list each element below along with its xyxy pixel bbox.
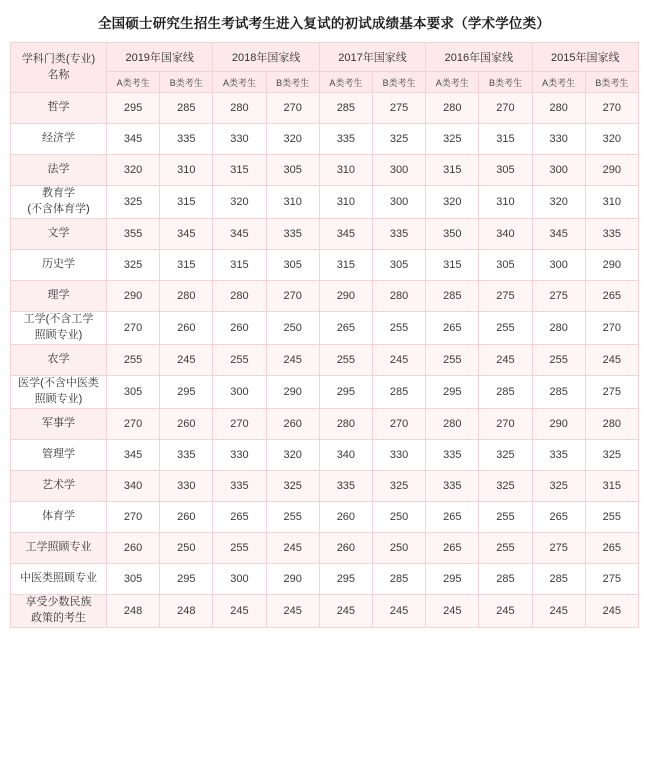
score-cell: 285 — [160, 93, 213, 124]
row-subject-name — [11, 470, 107, 501]
score-cell: 270 — [213, 408, 266, 439]
score-cell: 265 — [426, 311, 479, 344]
score-cell: 255 — [585, 501, 638, 532]
score-cell: 260 — [160, 311, 213, 344]
score-cell: 320 — [266, 124, 319, 155]
score-cell: 305 — [107, 563, 160, 594]
score-cell: 245 — [426, 594, 479, 627]
score-cell: 345 — [107, 439, 160, 470]
row-subject-name — [11, 218, 107, 249]
score-cell: 260 — [107, 532, 160, 563]
table-header — [11, 43, 639, 93]
row-subject-name-line: 艺术学 — [42, 478, 75, 491]
row-subject-name-line: 哲学 — [47, 101, 70, 114]
score-cell: 245 — [479, 344, 532, 375]
row-subject-name-line: 工学照顾专业 — [25, 540, 92, 553]
score-cell: 290 — [266, 563, 319, 594]
score-cell: 265 — [426, 532, 479, 563]
row-subject-name — [11, 186, 107, 219]
row-subject-name-line: 体育学 — [42, 509, 75, 522]
score-cell: 260 — [319, 501, 372, 532]
row-subject-name — [11, 408, 107, 439]
score-cell: 260 — [160, 501, 213, 532]
row-subject-name — [11, 124, 107, 155]
score-cell: 295 — [426, 375, 479, 408]
header-category-b-2019: B类考生 — [160, 72, 213, 93]
score-cell: 320 — [585, 124, 638, 155]
table-row — [11, 501, 639, 532]
score-cell: 335 — [585, 218, 638, 249]
row-subject-name — [11, 439, 107, 470]
score-cell: 300 — [532, 249, 585, 280]
score-cell: 310 — [585, 186, 638, 219]
row-subject-name — [11, 344, 107, 375]
score-cell: 325 — [479, 470, 532, 501]
score-cell: 255 — [107, 344, 160, 375]
score-cell: 260 — [266, 408, 319, 439]
header-year-2015: 2015年国家线 — [532, 43, 638, 72]
table-row — [11, 532, 639, 563]
score-cell: 315 — [426, 155, 479, 186]
score-cell: 270 — [266, 280, 319, 311]
row-subject-name-line: 工学(不含工学 — [23, 312, 94, 325]
score-cell: 275 — [479, 280, 532, 311]
score-cell: 300 — [213, 375, 266, 408]
header-year-2016: 2016年国家线 — [426, 43, 532, 72]
score-cell: 280 — [532, 93, 585, 124]
score-cell: 340 — [107, 470, 160, 501]
score-cell: 245 — [160, 344, 213, 375]
score-cell: 255 — [372, 311, 425, 344]
page-title: 全国硕士研究生招生考试考生进入复试的初试成绩基本要求（学术学位类） — [97, 16, 551, 31]
score-cell: 260 — [160, 408, 213, 439]
national-score-line-table — [10, 42, 639, 628]
row-subject-name-line: 管理学 — [42, 447, 75, 460]
header-category-b-2015: B类考生 — [585, 72, 638, 93]
score-cell: 245 — [266, 594, 319, 627]
row-subject-name — [11, 563, 107, 594]
score-cell: 325 — [372, 470, 425, 501]
score-cell: 280 — [160, 280, 213, 311]
score-cell: 285 — [532, 563, 585, 594]
score-cell: 270 — [585, 93, 638, 124]
row-subject-name — [11, 249, 107, 280]
score-cell: 335 — [160, 124, 213, 155]
score-cell: 300 — [213, 563, 266, 594]
score-cell: 330 — [160, 470, 213, 501]
score-cell: 320 — [426, 186, 479, 219]
score-cell: 270 — [479, 93, 532, 124]
score-cell: 280 — [213, 93, 266, 124]
score-cell: 285 — [319, 93, 372, 124]
score-cell: 275 — [585, 375, 638, 408]
row-subject-name — [11, 501, 107, 532]
row-subject-name — [11, 155, 107, 186]
score-cell: 310 — [266, 186, 319, 219]
score-cell: 345 — [532, 218, 585, 249]
table-row — [11, 218, 639, 249]
score-cell: 270 — [266, 93, 319, 124]
score-cell: 315 — [213, 249, 266, 280]
header-category-a-2019: A类考生 — [107, 72, 160, 93]
score-cell: 345 — [107, 124, 160, 155]
score-cell: 335 — [319, 470, 372, 501]
row-subject-name-line: 照顾专业) — [34, 328, 83, 341]
score-cell: 325 — [426, 124, 479, 155]
header-category-a-2017: A类考生 — [319, 72, 372, 93]
row-subject-name-line: 法学 — [47, 163, 70, 176]
score-cell: 280 — [426, 93, 479, 124]
score-cell: 245 — [266, 532, 319, 563]
header-category-b-2016: B类考生 — [479, 72, 532, 93]
score-cell: 300 — [532, 155, 585, 186]
score-cell: 345 — [160, 218, 213, 249]
table-row — [11, 344, 639, 375]
score-cell: 255 — [213, 532, 266, 563]
score-cell: 255 — [479, 311, 532, 344]
score-cell: 315 — [319, 249, 372, 280]
table-row — [11, 186, 639, 219]
score-cell: 270 — [585, 311, 638, 344]
header-category-a-2015: A类考生 — [532, 72, 585, 93]
header-category-b-2017: B类考生 — [372, 72, 425, 93]
score-cell: 270 — [479, 408, 532, 439]
score-cell: 285 — [426, 280, 479, 311]
score-cell: 305 — [479, 155, 532, 186]
score-cell: 305 — [266, 155, 319, 186]
score-cell: 305 — [372, 249, 425, 280]
score-cell: 245 — [585, 344, 638, 375]
score-cell: 310 — [479, 186, 532, 219]
score-cell: 280 — [372, 280, 425, 311]
score-cell: 285 — [372, 563, 425, 594]
row-subject-name — [11, 375, 107, 408]
score-cell: 325 — [532, 470, 585, 501]
score-cell: 325 — [266, 470, 319, 501]
score-cell: 320 — [532, 186, 585, 219]
score-cell: 335 — [372, 218, 425, 249]
score-cell: 248 — [160, 594, 213, 627]
score-cell: 265 — [213, 501, 266, 532]
row-subject-name-line: (不含体育学) — [27, 202, 90, 215]
score-cell: 280 — [319, 408, 372, 439]
score-cell: 245 — [213, 594, 266, 627]
table-row — [11, 280, 639, 311]
table-row — [11, 439, 639, 470]
score-cell: 250 — [266, 311, 319, 344]
header-category-a-2018: A类考生 — [213, 72, 266, 93]
score-cell: 250 — [160, 532, 213, 563]
score-cell: 265 — [426, 501, 479, 532]
score-cell: 270 — [107, 311, 160, 344]
header-year-2017: 2017年国家线 — [319, 43, 425, 72]
score-cell: 320 — [107, 155, 160, 186]
row-subject-name-line: 经济学 — [42, 132, 75, 145]
score-cell: 290 — [585, 155, 638, 186]
header-category-b-2018: B类考生 — [266, 72, 319, 93]
score-cell: 325 — [107, 186, 160, 219]
score-cell: 355 — [107, 218, 160, 249]
score-cell: 255 — [426, 344, 479, 375]
score-cell: 295 — [107, 93, 160, 124]
score-cell: 260 — [319, 532, 372, 563]
score-cell: 245 — [372, 594, 425, 627]
score-cell: 275 — [585, 563, 638, 594]
score-cell: 340 — [319, 439, 372, 470]
row-subject-name-line: 理学 — [47, 288, 70, 301]
score-cell: 275 — [532, 280, 585, 311]
score-cell: 295 — [319, 375, 372, 408]
score-cell: 315 — [426, 249, 479, 280]
score-cell: 270 — [107, 408, 160, 439]
score-cell: 255 — [266, 501, 319, 532]
score-cell: 255 — [479, 532, 532, 563]
score-cell: 255 — [213, 344, 266, 375]
score-cell: 335 — [160, 439, 213, 470]
score-cell: 315 — [160, 186, 213, 219]
score-cell: 325 — [479, 439, 532, 470]
score-cell: 310 — [319, 155, 372, 186]
score-cell: 275 — [372, 93, 425, 124]
row-subject-name — [11, 532, 107, 563]
score-cell: 325 — [585, 439, 638, 470]
score-cell: 245 — [319, 594, 372, 627]
header-year-2018: 2018年国家线 — [213, 43, 319, 72]
table-body — [11, 93, 639, 628]
score-cell: 250 — [372, 501, 425, 532]
score-cell: 325 — [372, 124, 425, 155]
table-row — [11, 563, 639, 594]
score-cell: 305 — [266, 249, 319, 280]
score-cell: 320 — [266, 439, 319, 470]
score-cell: 310 — [319, 186, 372, 219]
table-row — [11, 375, 639, 408]
score-cell: 340 — [479, 218, 532, 249]
row-subject-name-line: 中医类照顾专业 — [20, 571, 97, 584]
score-cell: 325 — [107, 249, 160, 280]
score-cell: 335 — [213, 470, 266, 501]
score-cell: 285 — [372, 375, 425, 408]
score-cell: 280 — [585, 408, 638, 439]
score-cell: 245 — [585, 594, 638, 627]
score-cell: 295 — [160, 375, 213, 408]
score-cell: 335 — [319, 124, 372, 155]
score-cell: 285 — [532, 375, 585, 408]
score-cell: 300 — [372, 155, 425, 186]
score-cell: 335 — [426, 470, 479, 501]
header-category-a-2016: A类考生 — [426, 72, 479, 93]
score-cell: 330 — [213, 124, 266, 155]
score-cell: 250 — [372, 532, 425, 563]
row-subject-name-line: 教育学 — [42, 187, 75, 199]
score-cell: 290 — [585, 249, 638, 280]
score-cell: 245 — [479, 594, 532, 627]
score-cell: 248 — [107, 594, 160, 627]
table-row — [11, 155, 639, 186]
row-subject-name-line: 照顾专业) — [34, 392, 83, 405]
row-subject-name-line: 政策的考生 — [31, 611, 86, 624]
row-subject-name-line: 农学 — [47, 352, 70, 365]
header-row-years — [11, 43, 639, 72]
header-subject-name: 学科门类(专业) 名称 — [11, 43, 107, 93]
score-cell: 295 — [160, 563, 213, 594]
row-subject-name-line: 军事学 — [42, 416, 75, 429]
score-cell: 270 — [107, 501, 160, 532]
score-cell: 265 — [585, 532, 638, 563]
score-cell: 265 — [532, 501, 585, 532]
score-cell: 305 — [479, 249, 532, 280]
score-cell: 315 — [585, 470, 638, 501]
score-cell: 265 — [319, 311, 372, 344]
score-cell: 290 — [266, 375, 319, 408]
score-cell: 275 — [532, 532, 585, 563]
score-cell: 280 — [213, 280, 266, 311]
table-row — [11, 93, 639, 124]
score-cell: 280 — [426, 408, 479, 439]
score-cell: 335 — [426, 439, 479, 470]
table-row — [11, 470, 639, 501]
table-row — [11, 311, 639, 344]
score-cell: 300 — [372, 186, 425, 219]
row-subject-name-line: 文学 — [47, 226, 70, 239]
score-cell: 330 — [213, 439, 266, 470]
score-cell: 345 — [213, 218, 266, 249]
row-subject-name-line: 医学(不含中医类 — [18, 376, 99, 389]
row-subject-name-line: 历史学 — [42, 257, 75, 270]
table-row — [11, 408, 639, 439]
score-cell: 330 — [532, 124, 585, 155]
score-cell: 345 — [319, 218, 372, 249]
row-subject-name — [11, 311, 107, 344]
score-cell: 350 — [426, 218, 479, 249]
row-subject-name — [11, 93, 107, 124]
table-row — [11, 124, 639, 155]
score-cell: 305 — [107, 375, 160, 408]
score-cell: 315 — [160, 249, 213, 280]
score-cell: 245 — [532, 594, 585, 627]
header-year-2019: 2019年国家线 — [107, 43, 213, 72]
table-row — [11, 249, 639, 280]
score-cell: 315 — [213, 155, 266, 186]
row-subject-name — [11, 280, 107, 311]
score-cell: 290 — [107, 280, 160, 311]
score-cell: 285 — [479, 563, 532, 594]
score-cell: 330 — [372, 439, 425, 470]
score-cell: 245 — [372, 344, 425, 375]
score-cell: 255 — [532, 344, 585, 375]
score-cell: 290 — [532, 408, 585, 439]
table-row — [11, 594, 639, 627]
score-cell: 295 — [426, 563, 479, 594]
score-cell: 335 — [532, 439, 585, 470]
score-cell: 310 — [160, 155, 213, 186]
score-cell: 255 — [319, 344, 372, 375]
score-cell: 265 — [585, 280, 638, 311]
score-cell: 315 — [479, 124, 532, 155]
row-subject-name — [11, 594, 107, 627]
score-cell: 285 — [479, 375, 532, 408]
score-cell: 260 — [213, 311, 266, 344]
row-subject-name-line: 享受少数民族 — [25, 595, 92, 608]
score-cell: 320 — [213, 186, 266, 219]
score-cell: 290 — [319, 280, 372, 311]
score-cell: 255 — [479, 501, 532, 532]
score-cell: 270 — [372, 408, 425, 439]
score-cell: 295 — [319, 563, 372, 594]
score-cell: 280 — [532, 311, 585, 344]
score-cell: 245 — [266, 344, 319, 375]
score-cell: 335 — [266, 218, 319, 249]
